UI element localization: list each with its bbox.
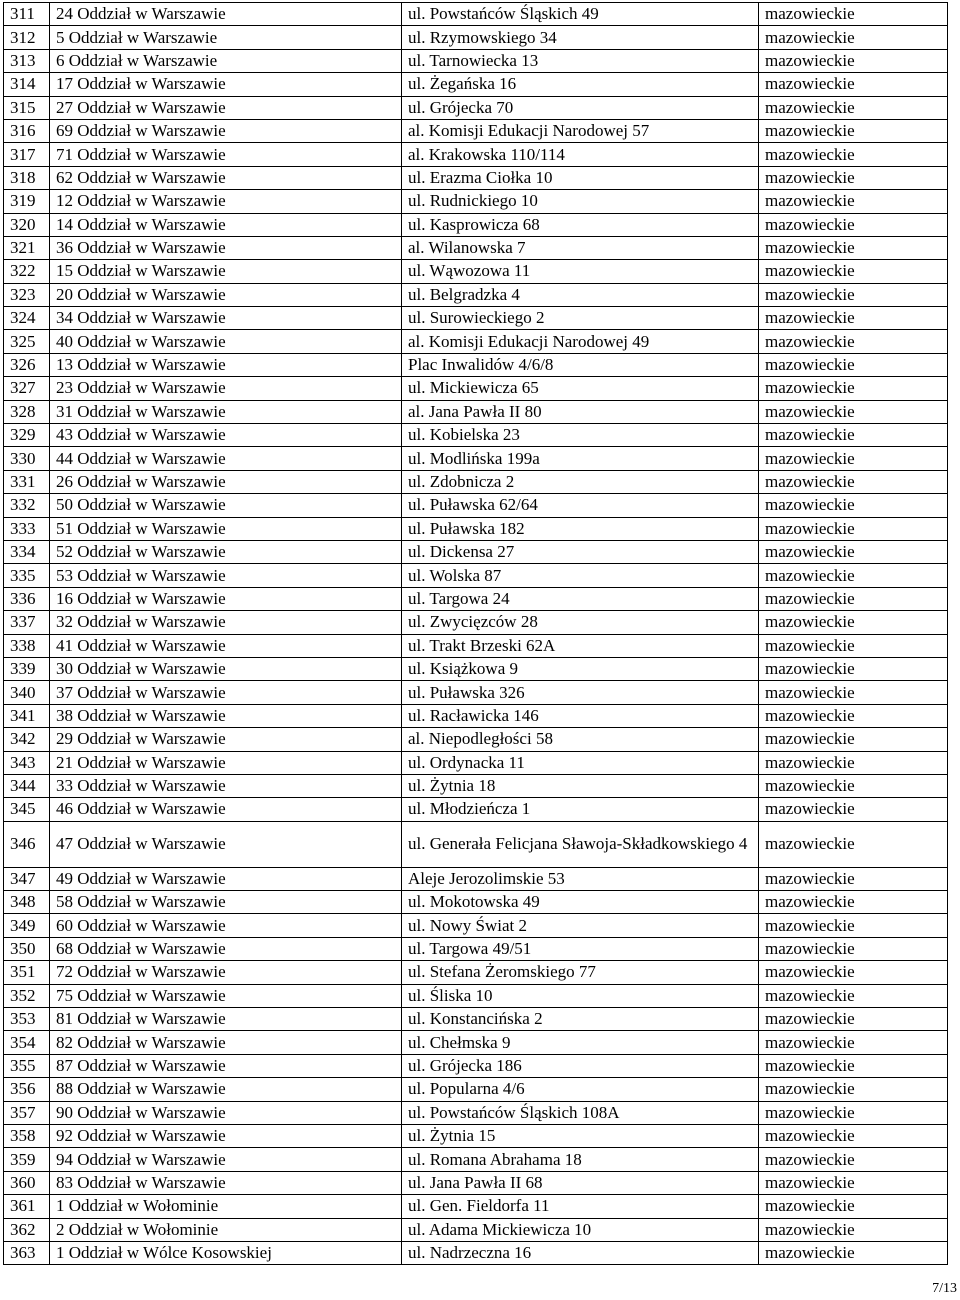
branch-name-cell: 68 Oddział w Warszawie xyxy=(50,937,402,960)
table-row xyxy=(4,798,948,821)
row-number-cell: 335 xyxy=(4,564,50,587)
address-cell: ul. Nadrzeczna 16 xyxy=(402,1241,759,1264)
voivodeship-cell: mazowieckie xyxy=(759,587,948,610)
table-row xyxy=(4,400,948,423)
table-row xyxy=(4,937,948,960)
branch-name-cell: 6 Oddział w Warszawie xyxy=(50,49,402,72)
branch-name-cell: 20 Oddział w Warszawie xyxy=(50,283,402,306)
row-number-cell: 356 xyxy=(4,1078,50,1101)
row-number-cell: 314 xyxy=(4,73,50,96)
row-number-cell: 342 xyxy=(4,728,50,751)
row-number-cell: 344 xyxy=(4,774,50,797)
row-number-cell: 346 xyxy=(4,821,50,867)
branch-name-cell: 47 Oddział w Warszawie xyxy=(50,821,402,867)
row-number-cell: 334 xyxy=(4,540,50,563)
row-number-cell: 340 xyxy=(4,681,50,704)
table-body xyxy=(4,3,948,1265)
row-number-cell: 347 xyxy=(4,867,50,890)
address-cell: ul. Kasprowicza 68 xyxy=(402,213,759,236)
branch-name-cell: 92 Oddział w Warszawie xyxy=(50,1124,402,1147)
branch-name-cell: 82 Oddział w Warszawie xyxy=(50,1031,402,1054)
row-number-cell: 327 xyxy=(4,377,50,400)
address-cell: ul. Wąwozowa 11 xyxy=(402,260,759,283)
branch-name-cell: 32 Oddział w Warszawie xyxy=(50,611,402,634)
branch-name-cell: 33 Oddział w Warszawie xyxy=(50,774,402,797)
address-cell: ul. Rudnickiego 10 xyxy=(402,190,759,213)
table-row xyxy=(4,1195,948,1218)
voivodeship-cell: mazowieckie xyxy=(759,540,948,563)
voivodeship-cell: mazowieckie xyxy=(759,190,948,213)
table-row xyxy=(4,260,948,283)
voivodeship-cell: mazowieckie xyxy=(759,1148,948,1171)
table-row xyxy=(4,166,948,189)
branch-name-cell: 60 Oddział w Warszawie xyxy=(50,914,402,937)
row-number-cell: 328 xyxy=(4,400,50,423)
voivodeship-cell: mazowieckie xyxy=(759,49,948,72)
row-number-cell: 331 xyxy=(4,470,50,493)
table-row xyxy=(4,49,948,72)
voivodeship-cell: mazowieckie xyxy=(759,73,948,96)
row-number-cell: 355 xyxy=(4,1054,50,1077)
voivodeship-cell: mazowieckie xyxy=(759,681,948,704)
branch-name-cell: 44 Oddział w Warszawie xyxy=(50,447,402,470)
voivodeship-cell: mazowieckie xyxy=(759,119,948,142)
address-cell: ul. Surowieckiego 2 xyxy=(402,307,759,330)
table-row xyxy=(4,470,948,493)
address-cell: ul. Wolska 87 xyxy=(402,564,759,587)
branch-name-cell: 75 Oddział w Warszawie xyxy=(50,984,402,1007)
voivodeship-cell: mazowieckie xyxy=(759,821,948,867)
row-number-cell: 349 xyxy=(4,914,50,937)
voivodeship-cell: mazowieckie xyxy=(759,634,948,657)
row-number-cell: 359 xyxy=(4,1148,50,1171)
voivodeship-cell: mazowieckie xyxy=(759,447,948,470)
table-row xyxy=(4,26,948,49)
branch-name-cell: 83 Oddział w Warszawie xyxy=(50,1171,402,1194)
table-row xyxy=(4,353,948,376)
branch-name-cell: 31 Oddział w Warszawie xyxy=(50,400,402,423)
address-cell: ul. Adama Mickiewicza 10 xyxy=(402,1218,759,1241)
table-row xyxy=(4,1148,948,1171)
address-cell: ul. Książkowa 9 xyxy=(402,657,759,680)
address-cell: ul. Erazma Ciołka 10 xyxy=(402,166,759,189)
branch-name-cell: 16 Oddział w Warszawie xyxy=(50,587,402,610)
voivodeship-cell: mazowieckie xyxy=(759,1054,948,1077)
branch-name-cell: 90 Oddział w Warszawie xyxy=(50,1101,402,1124)
row-number-cell: 345 xyxy=(4,798,50,821)
voivodeship-cell: mazowieckie xyxy=(759,1195,948,1218)
voivodeship-cell: mazowieckie xyxy=(759,96,948,119)
address-cell: ul. Tarnowiecka 13 xyxy=(402,49,759,72)
voivodeship-cell: mazowieckie xyxy=(759,611,948,634)
table-row xyxy=(4,891,948,914)
voivodeship-cell: mazowieckie xyxy=(759,353,948,376)
address-cell: ul. Popularna 4/6 xyxy=(402,1078,759,1101)
address-cell: ul. Młodzieńcza 1 xyxy=(402,798,759,821)
address-cell: al. Komisji Edukacji Narodowej 49 xyxy=(402,330,759,353)
voivodeship-cell: mazowieckie xyxy=(759,891,948,914)
address-cell: ul. Puławska 62/64 xyxy=(402,494,759,517)
voivodeship-cell: mazowieckie xyxy=(759,517,948,540)
table-row xyxy=(4,73,948,96)
branch-name-cell: 50 Oddział w Warszawie xyxy=(50,494,402,517)
table-row xyxy=(4,821,948,867)
row-number-cell: 332 xyxy=(4,494,50,517)
row-number-cell: 326 xyxy=(4,353,50,376)
address-cell: ul. Gen. Fieldorfa 11 xyxy=(402,1195,759,1218)
voivodeship-cell: mazowieckie xyxy=(759,728,948,751)
row-number-cell: 362 xyxy=(4,1218,50,1241)
address-cell: ul. Zwycięzców 28 xyxy=(402,611,759,634)
voivodeship-cell: mazowieckie xyxy=(759,236,948,259)
address-cell: al. Niepodległości 58 xyxy=(402,728,759,751)
branch-name-cell: 52 Oddział w Warszawie xyxy=(50,540,402,563)
voivodeship-cell: mazowieckie xyxy=(759,937,948,960)
voivodeship-cell: mazowieckie xyxy=(759,751,948,774)
voivodeship-cell: mazowieckie xyxy=(759,1078,948,1101)
row-number-cell: 315 xyxy=(4,96,50,119)
branch-name-cell: 1 Oddział w Wołominie xyxy=(50,1195,402,1218)
branch-name-cell: 69 Oddział w Warszawie xyxy=(50,119,402,142)
table-row xyxy=(4,867,948,890)
address-cell: al. Jana Pawła II 80 xyxy=(402,400,759,423)
row-number-cell: 339 xyxy=(4,657,50,680)
voivodeship-cell: mazowieckie xyxy=(759,867,948,890)
table-row xyxy=(4,1078,948,1101)
table-row xyxy=(4,1218,948,1241)
branch-name-cell: 87 Oddział w Warszawie xyxy=(50,1054,402,1077)
table-row xyxy=(4,1101,948,1124)
address-cell: ul. Jana Pawła II 68 xyxy=(402,1171,759,1194)
address-cell: ul. Śliska 10 xyxy=(402,984,759,1007)
address-cell: ul. Mickiewicza 65 xyxy=(402,377,759,400)
branch-name-cell: 40 Oddział w Warszawie xyxy=(50,330,402,353)
address-cell: Aleje Jerozolimskie 53 xyxy=(402,867,759,890)
voivodeship-cell: mazowieckie xyxy=(759,798,948,821)
table-row xyxy=(4,657,948,680)
row-number-cell: 354 xyxy=(4,1031,50,1054)
voivodeship-cell: mazowieckie xyxy=(759,564,948,587)
voivodeship-cell: mazowieckie xyxy=(759,984,948,1007)
table-row xyxy=(4,517,948,540)
row-number-cell: 351 xyxy=(4,961,50,984)
table-row xyxy=(4,611,948,634)
row-number-cell: 320 xyxy=(4,213,50,236)
voivodeship-cell: mazowieckie xyxy=(759,307,948,330)
branch-name-cell: 5 Oddział w Warszawie xyxy=(50,26,402,49)
address-cell: al. Komisji Edukacji Narodowej 57 xyxy=(402,119,759,142)
table-row xyxy=(4,307,948,330)
branch-name-cell: 41 Oddział w Warszawie xyxy=(50,634,402,657)
row-number-cell: 322 xyxy=(4,260,50,283)
table-row xyxy=(4,3,948,26)
branch-name-cell: 2 Oddział w Wołominie xyxy=(50,1218,402,1241)
branch-name-cell: 14 Oddział w Warszawie xyxy=(50,213,402,236)
table-row xyxy=(4,681,948,704)
branch-name-cell: 58 Oddział w Warszawie xyxy=(50,891,402,914)
branch-name-cell: 36 Oddział w Warszawie xyxy=(50,236,402,259)
row-number-cell: 311 xyxy=(4,3,50,26)
table-row xyxy=(4,1054,948,1077)
address-cell: Plac Inwalidów 4/6/8 xyxy=(402,353,759,376)
address-cell: ul. Zdobnicza 2 xyxy=(402,470,759,493)
address-cell: ul. Romana Abrahama 18 xyxy=(402,1148,759,1171)
table-row xyxy=(4,587,948,610)
branch-name-cell: 12 Oddział w Warszawie xyxy=(50,190,402,213)
address-cell: ul. Kobielska 23 xyxy=(402,424,759,447)
address-cell: ul. Modlińska 199a xyxy=(402,447,759,470)
branch-name-cell: 17 Oddział w Warszawie xyxy=(50,73,402,96)
branch-name-cell: 38 Oddział w Warszawie xyxy=(50,704,402,727)
branch-name-cell: 27 Oddział w Warszawie xyxy=(50,96,402,119)
address-cell: ul. Żytnia 18 xyxy=(402,774,759,797)
branch-name-cell: 72 Oddział w Warszawie xyxy=(50,961,402,984)
row-number-cell: 361 xyxy=(4,1195,50,1218)
table-row xyxy=(4,494,948,517)
address-cell: ul. Targowa 49/51 xyxy=(402,937,759,960)
table-row xyxy=(4,119,948,142)
row-number-cell: 329 xyxy=(4,424,50,447)
voivodeship-cell: mazowieckie xyxy=(759,283,948,306)
row-number-cell: 313 xyxy=(4,49,50,72)
voivodeship-cell: mazowieckie xyxy=(759,494,948,517)
address-cell: ul. Generała Felicjana Sławoja-Składkowskiego 4 xyxy=(402,821,759,867)
address-cell: al. Wilanowska 7 xyxy=(402,236,759,259)
row-number-cell: 353 xyxy=(4,1008,50,1031)
address-cell: ul. Żegańska 16 xyxy=(402,73,759,96)
row-number-cell: 357 xyxy=(4,1101,50,1124)
table-row xyxy=(4,564,948,587)
address-cell: ul. Rzymowskiego 34 xyxy=(402,26,759,49)
address-cell: ul. Konstancińska 2 xyxy=(402,1008,759,1031)
address-cell: al. Krakowska 110/114 xyxy=(402,143,759,166)
branch-name-cell: 43 Oddział w Warszawie xyxy=(50,424,402,447)
branch-name-cell: 15 Oddział w Warszawie xyxy=(50,260,402,283)
voivodeship-cell: mazowieckie xyxy=(759,260,948,283)
table-row xyxy=(4,447,948,470)
table-row xyxy=(4,143,948,166)
row-number-cell: 312 xyxy=(4,26,50,49)
table-row xyxy=(4,424,948,447)
voivodeship-cell: mazowieckie xyxy=(759,377,948,400)
address-cell: ul. Powstańców Śląskich 49 xyxy=(402,3,759,26)
table-row xyxy=(4,961,948,984)
voivodeship-cell: mazowieckie xyxy=(759,400,948,423)
voivodeship-cell: mazowieckie xyxy=(759,1101,948,1124)
voivodeship-cell: mazowieckie xyxy=(759,1124,948,1147)
row-number-cell: 318 xyxy=(4,166,50,189)
address-cell: ul. Powstańców Śląskich 108A xyxy=(402,1101,759,1124)
branch-name-cell: 30 Oddział w Warszawie xyxy=(50,657,402,680)
voivodeship-cell: mazowieckie xyxy=(759,914,948,937)
voivodeship-cell: mazowieckie xyxy=(759,143,948,166)
table-row xyxy=(4,1031,948,1054)
voivodeship-cell: mazowieckie xyxy=(759,213,948,236)
table-row xyxy=(4,1171,948,1194)
table-row xyxy=(4,774,948,797)
address-cell: ul. Stefana Żeromskiego 77 xyxy=(402,961,759,984)
table-row xyxy=(4,213,948,236)
branch-name-cell: 53 Oddział w Warszawie xyxy=(50,564,402,587)
row-number-cell: 333 xyxy=(4,517,50,540)
table-row xyxy=(4,751,948,774)
voivodeship-cell: mazowieckie xyxy=(759,470,948,493)
address-cell: ul. Trakt Brzeski 62A xyxy=(402,634,759,657)
branch-name-cell: 37 Oddział w Warszawie xyxy=(50,681,402,704)
voivodeship-cell: mazowieckie xyxy=(759,3,948,26)
address-cell: ul. Puławska 182 xyxy=(402,517,759,540)
voivodeship-cell: mazowieckie xyxy=(759,1218,948,1241)
table-row xyxy=(4,190,948,213)
row-number-cell: 352 xyxy=(4,984,50,1007)
address-cell: ul. Grójecka 186 xyxy=(402,1054,759,1077)
row-number-cell: 316 xyxy=(4,119,50,142)
row-number-cell: 363 xyxy=(4,1241,50,1264)
branch-name-cell: 88 Oddział w Warszawie xyxy=(50,1078,402,1101)
address-cell: ul. Puławska 326 xyxy=(402,681,759,704)
table-row xyxy=(4,984,948,1007)
branch-name-cell: 29 Oddział w Warszawie xyxy=(50,728,402,751)
table-row xyxy=(4,330,948,353)
address-cell: ul. Dickensa 27 xyxy=(402,540,759,563)
row-number-cell: 330 xyxy=(4,447,50,470)
page-number: 7/13 xyxy=(932,1281,957,1296)
branch-name-cell: 62 Oddział w Warszawie xyxy=(50,166,402,189)
row-number-cell: 338 xyxy=(4,634,50,657)
address-cell: ul. Grójecka 70 xyxy=(402,96,759,119)
branch-name-cell: 21 Oddział w Warszawie xyxy=(50,751,402,774)
branch-name-cell: 51 Oddział w Warszawie xyxy=(50,517,402,540)
table-row xyxy=(4,96,948,119)
address-cell: ul. Żytnia 15 xyxy=(402,1124,759,1147)
row-number-cell: 348 xyxy=(4,891,50,914)
branch-name-cell: 34 Oddział w Warszawie xyxy=(50,307,402,330)
table-row xyxy=(4,377,948,400)
branch-name-cell: 94 Oddział w Warszawie xyxy=(50,1148,402,1171)
voivodeship-cell: mazowieckie xyxy=(759,657,948,680)
branch-name-cell: 49 Oddział w Warszawie xyxy=(50,867,402,890)
voivodeship-cell: mazowieckie xyxy=(759,1008,948,1031)
row-number-cell: 323 xyxy=(4,283,50,306)
table-row xyxy=(4,728,948,751)
voivodeship-cell: mazowieckie xyxy=(759,166,948,189)
table-row xyxy=(4,1008,948,1031)
row-number-cell: 336 xyxy=(4,587,50,610)
row-number-cell: 317 xyxy=(4,143,50,166)
branch-name-cell: 23 Oddział w Warszawie xyxy=(50,377,402,400)
voivodeship-cell: mazowieckie xyxy=(759,961,948,984)
table-row xyxy=(4,914,948,937)
address-cell: ul. Belgradzka 4 xyxy=(402,283,759,306)
address-cell: ul. Ordynacka 11 xyxy=(402,751,759,774)
voivodeship-cell: mazowieckie xyxy=(759,424,948,447)
row-number-cell: 358 xyxy=(4,1124,50,1147)
voivodeship-cell: mazowieckie xyxy=(759,774,948,797)
address-cell: ul. Chełmska 9 xyxy=(402,1031,759,1054)
table-row xyxy=(4,236,948,259)
branch-name-cell: 71 Oddział w Warszawie xyxy=(50,143,402,166)
table-row xyxy=(4,540,948,563)
row-number-cell: 350 xyxy=(4,937,50,960)
row-number-cell: 325 xyxy=(4,330,50,353)
table-row xyxy=(4,704,948,727)
voivodeship-cell: mazowieckie xyxy=(759,1241,948,1264)
address-cell: ul. Racławicka 146 xyxy=(402,704,759,727)
row-number-cell: 319 xyxy=(4,190,50,213)
address-cell: ul. Mokotowska 49 xyxy=(402,891,759,914)
voivodeship-cell: mazowieckie xyxy=(759,26,948,49)
table-row xyxy=(4,283,948,306)
branch-name-cell: 26 Oddział w Warszawie xyxy=(50,470,402,493)
branch-name-cell: 24 Oddział w Warszawie xyxy=(50,3,402,26)
row-number-cell: 324 xyxy=(4,307,50,330)
row-number-cell: 360 xyxy=(4,1171,50,1194)
row-number-cell: 341 xyxy=(4,704,50,727)
row-number-cell: 321 xyxy=(4,236,50,259)
voivodeship-cell: mazowieckie xyxy=(759,1031,948,1054)
branch-name-cell: 46 Oddział w Warszawie xyxy=(50,798,402,821)
address-cell: ul. Targowa 24 xyxy=(402,587,759,610)
row-number-cell: 337 xyxy=(4,611,50,634)
voivodeship-cell: mazowieckie xyxy=(759,330,948,353)
table-row xyxy=(4,634,948,657)
row-number-cell: 343 xyxy=(4,751,50,774)
branch-table xyxy=(3,2,948,1265)
table-row xyxy=(4,1124,948,1147)
table-row xyxy=(4,1241,948,1264)
branch-name-cell: 13 Oddział w Warszawie xyxy=(50,353,402,376)
voivodeship-cell: mazowieckie xyxy=(759,704,948,727)
branch-name-cell: 81 Oddział w Warszawie xyxy=(50,1008,402,1031)
branch-name-cell: 1 Oddział w Wólce Kosowskiej xyxy=(50,1241,402,1264)
address-cell: ul. Nowy Świat 2 xyxy=(402,914,759,937)
voivodeship-cell: mazowieckie xyxy=(759,1171,948,1194)
